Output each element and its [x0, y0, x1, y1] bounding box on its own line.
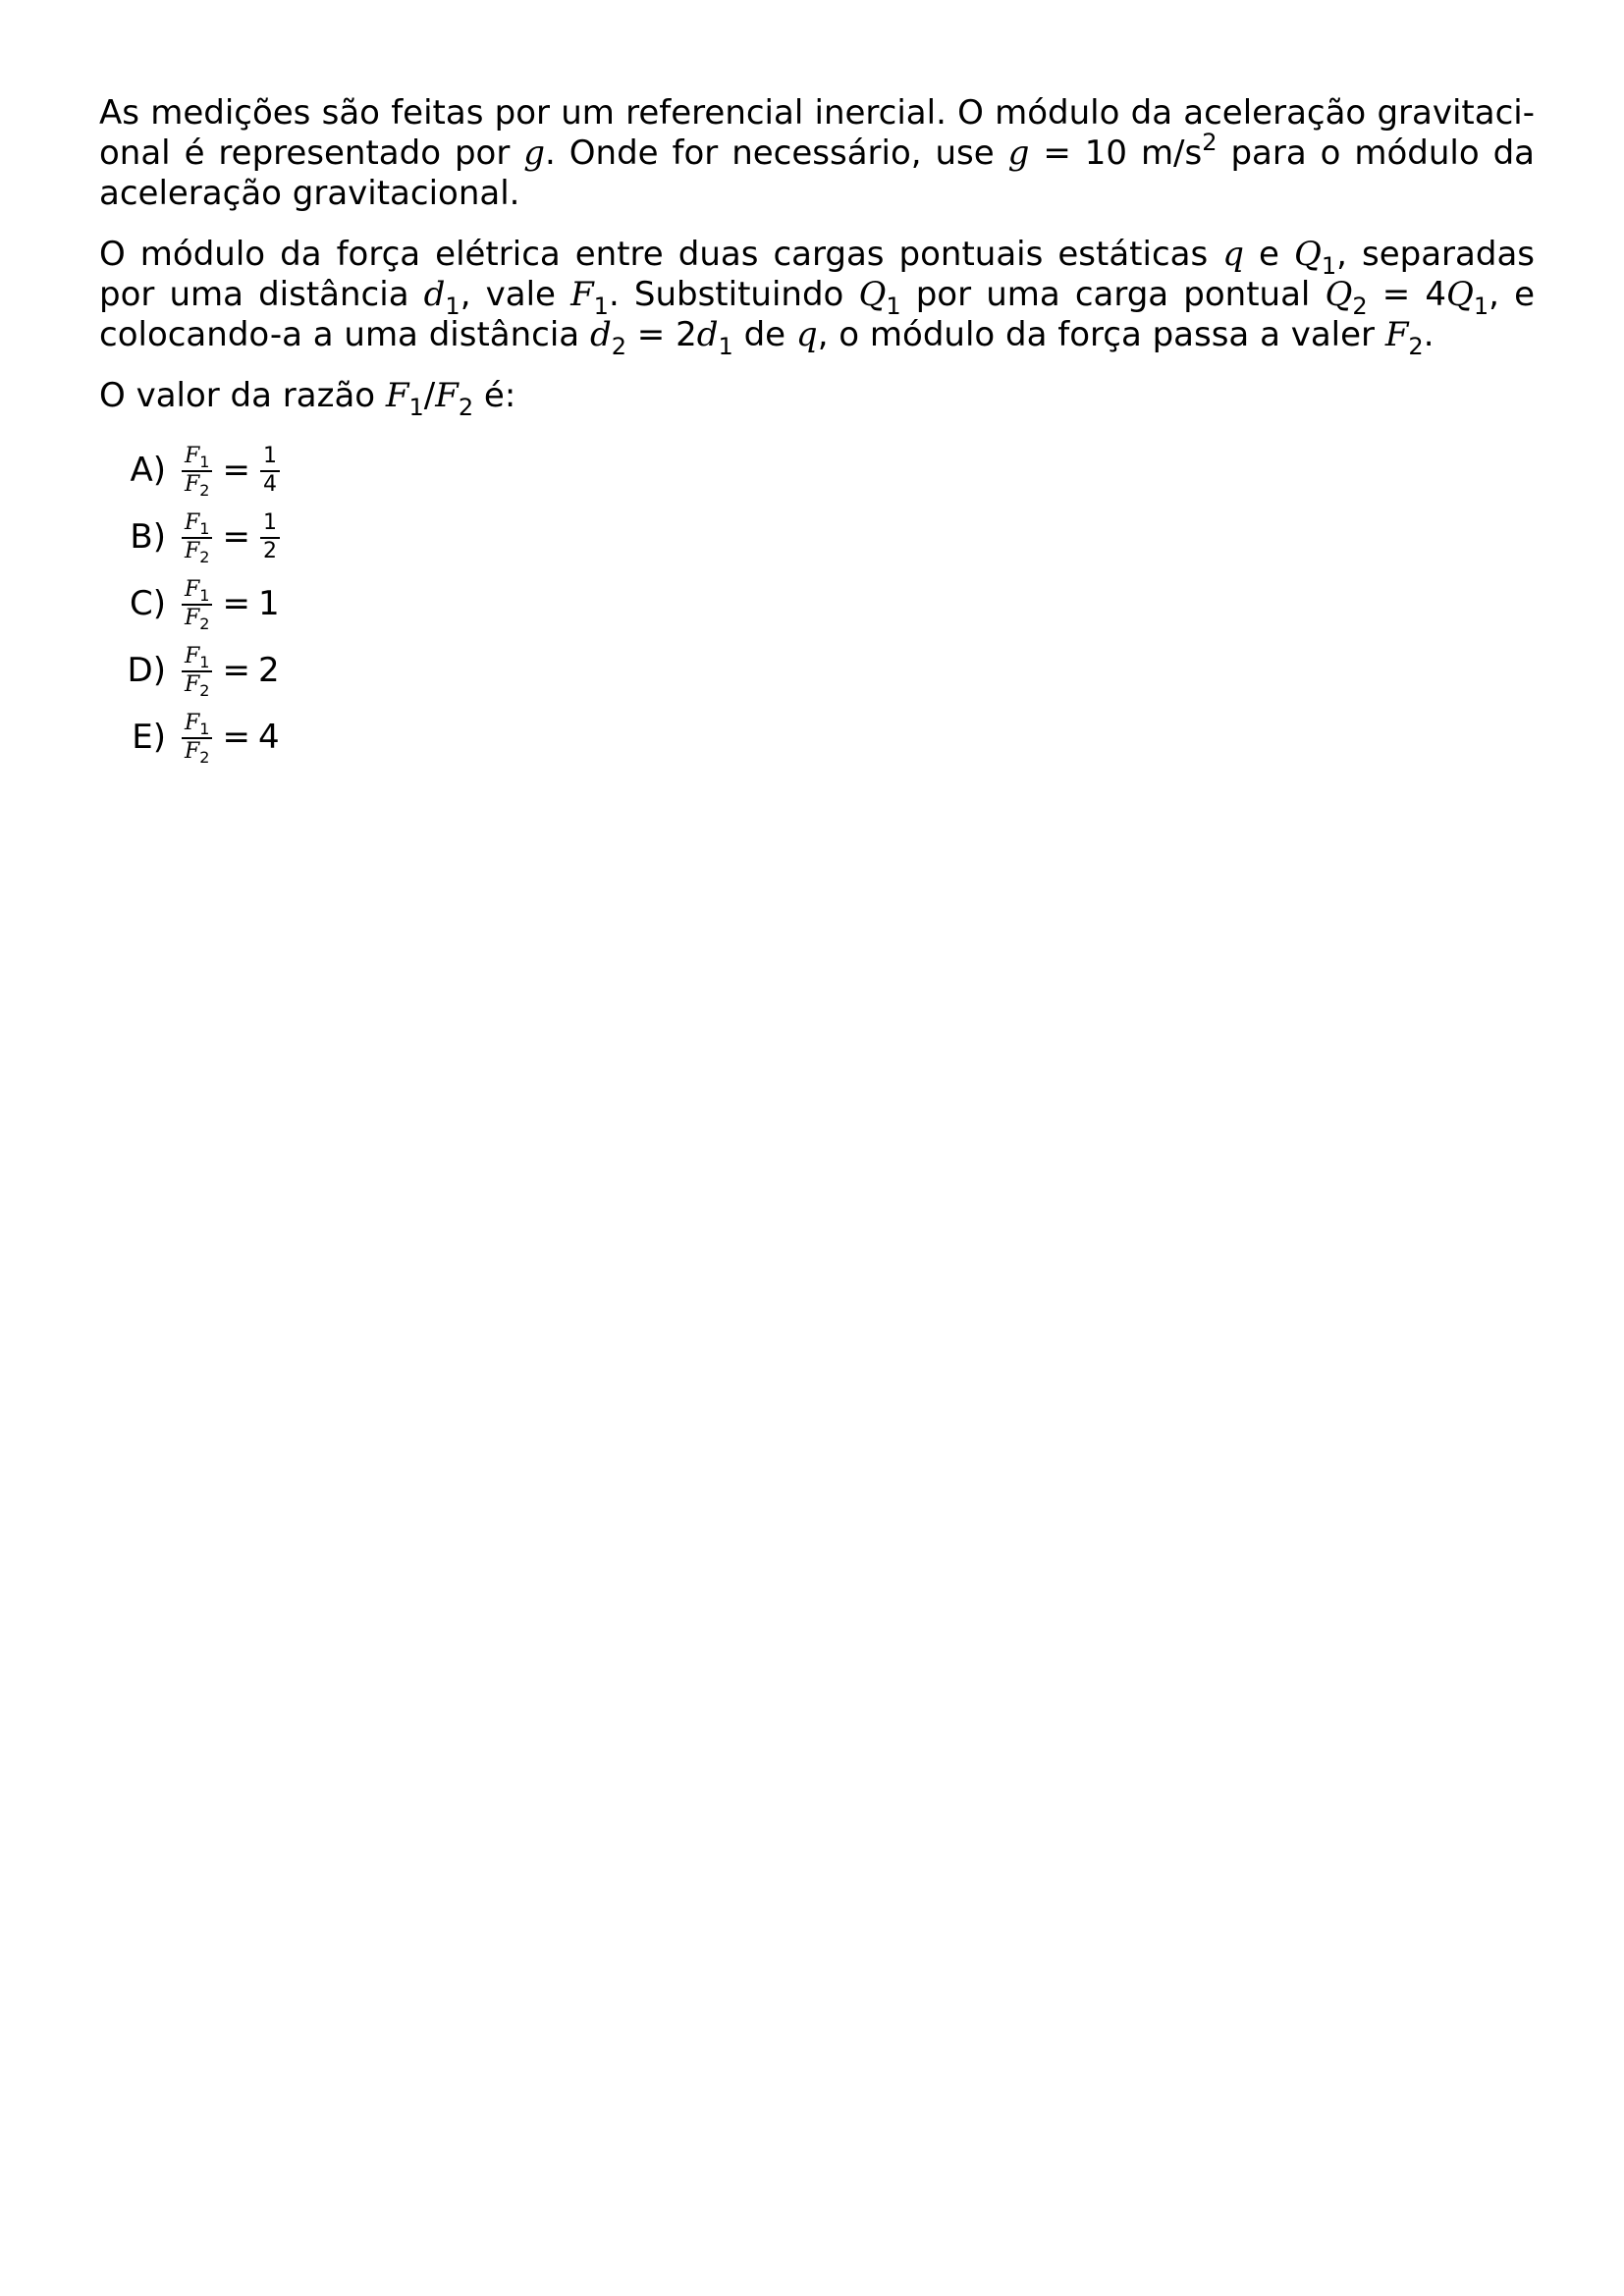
- equals-sign: =: [222, 718, 250, 757]
- option-label: B): [130, 517, 166, 557]
- problem-text: O módulo da força elétrica entre duas cargas pontuais estáticas: [99, 235, 1223, 274]
- document-page: [99, 93, 1535, 771]
- answer-option-b[interactable]: [99, 504, 1535, 570]
- ratio-fraction: $\frac{F_1}{F_2}$: [182, 712, 212, 764]
- option-value: 1: [257, 584, 280, 623]
- equals-sign: =: [222, 584, 250, 623]
- problem-text: por uma carga pontual: [900, 275, 1326, 314]
- problem-text: .: [1423, 315, 1435, 354]
- symbol-g: g: [1007, 133, 1030, 173]
- option-value: 2: [257, 651, 280, 690]
- equals-sign: =: [222, 651, 250, 690]
- gravity-value: = 10 m/s: [1029, 133, 1203, 173]
- symbol-F: F: [570, 275, 594, 314]
- problem-text: . Substituindo: [608, 275, 859, 314]
- subscript: 2: [458, 394, 474, 421]
- subscript: 2: [611, 333, 626, 360]
- subscript: 1: [1473, 293, 1489, 320]
- option-label: E): [132, 718, 166, 757]
- symbol-d: d: [696, 315, 719, 354]
- subscript: 1: [445, 293, 460, 320]
- answer-option-d[interactable]: [99, 637, 1535, 704]
- symbol-q: q: [795, 315, 818, 354]
- question-paragraph: [99, 376, 1535, 421]
- equals-sign: =: [222, 451, 250, 490]
- equals-sign: =: [222, 517, 250, 557]
- intro-text: . Onde for necessário, use: [545, 133, 1008, 173]
- option-label: A): [130, 451, 166, 490]
- subscript: 1: [593, 293, 609, 320]
- problem-paragraph: [99, 235, 1535, 360]
- symbol-Q: Q: [1446, 275, 1474, 314]
- symbol-F: F: [1384, 315, 1409, 354]
- subscript: 2: [1352, 293, 1368, 320]
- problem-text: , separadas por uma distância: [99, 235, 1535, 314]
- subscript: 1: [718, 333, 733, 360]
- problem-text: e: [1244, 235, 1294, 274]
- subscript: 2: [1408, 333, 1424, 360]
- problem-text: , o módulo da força passa a valer: [817, 315, 1385, 354]
- symbol-Q: Q: [1325, 275, 1353, 314]
- symbol-F: F: [385, 376, 409, 415]
- value-fraction: $\frac{1}{4}$: [260, 445, 280, 497]
- question-text: é:: [473, 376, 516, 415]
- symbol-d: d: [423, 275, 446, 314]
- symbol-Q: Q: [858, 275, 887, 314]
- symbol-g: g: [523, 133, 546, 173]
- problem-text: = 4: [1367, 275, 1446, 314]
- answer-option-a[interactable]: [99, 437, 1535, 504]
- symbol-d: d: [589, 315, 612, 354]
- option-label: C): [129, 584, 166, 623]
- slash: /: [423, 376, 436, 415]
- value-fraction: $\frac{1}{2}$: [260, 511, 280, 563]
- question-text: O valor da razão: [99, 376, 386, 415]
- answer-option-e[interactable]: [99, 704, 1535, 771]
- option-value: 4: [257, 718, 280, 757]
- answer-option-c[interactable]: [99, 570, 1535, 637]
- problem-text: de: [732, 315, 796, 354]
- intro-text: As medições são feitas por um referencial inercial. O módulo da aceleração gravitaci-onal é representado por: [99, 93, 1535, 173]
- subscript: 1: [886, 293, 901, 320]
- unit-exponent: 2: [1202, 129, 1218, 156]
- symbol-Q: Q: [1294, 235, 1322, 274]
- intro-paragraph: [99, 93, 1535, 214]
- symbol-q: q: [1222, 235, 1244, 274]
- ratio-fraction: $\frac{F_1}{F_2}$: [182, 511, 212, 563]
- symbol-F: F: [435, 376, 459, 415]
- ratio-fraction: $\frac{F_1}{F_2}$: [182, 445, 212, 497]
- ratio-fraction: $\frac{F_1}{F_2}$: [182, 578, 212, 630]
- answer-options: [99, 437, 1535, 771]
- subscript: 1: [408, 394, 424, 421]
- problem-text: = 2: [626, 315, 697, 354]
- problem-text: , e colocando-a a uma distância: [99, 275, 1535, 354]
- problem-text: , vale: [460, 275, 571, 314]
- subscript: 1: [1321, 252, 1337, 280]
- ratio-fraction: $\frac{F_1}{F_2}$: [182, 645, 212, 697]
- intro-text: para o módulo da aceleração gravitacional.: [99, 133, 1535, 213]
- option-label: D): [127, 651, 166, 690]
